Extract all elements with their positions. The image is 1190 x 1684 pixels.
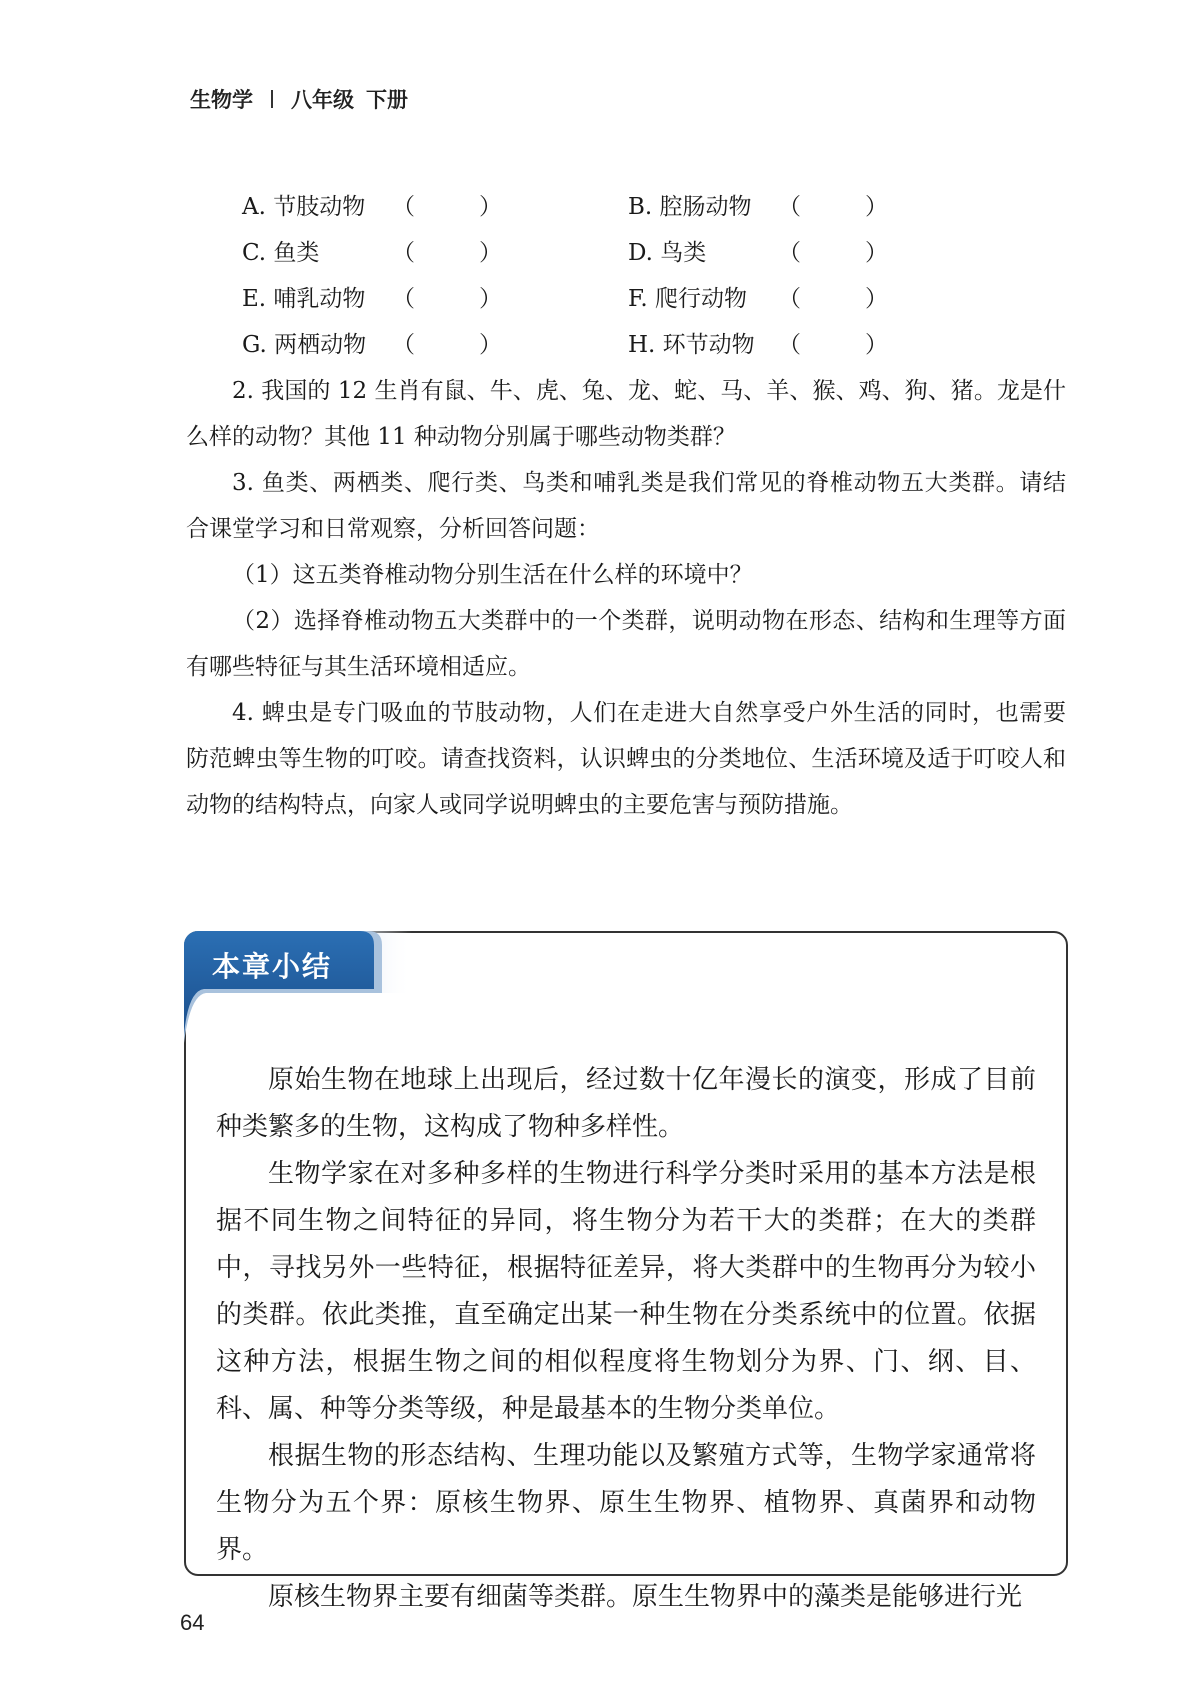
answer-blank xyxy=(778,230,888,276)
page-number: 64 xyxy=(180,1610,205,1635)
question-3: 3. 鱼类、两栖类、爬行类、鸟类和哺乳类是我们常见的脊椎动物五大类群。请结合课堂学习和日常观察，分析回答问题： xyxy=(186,470,1066,542)
option-label: B. 腔肠动物 xyxy=(628,194,752,220)
question-3-part-1: （1）这五类脊椎动物分别生活在什么样的环境中？ xyxy=(232,562,753,588)
blank-open: （ xyxy=(392,332,415,358)
blank-open: （ xyxy=(778,240,801,266)
option-e xyxy=(242,276,628,322)
answer-blank xyxy=(778,184,888,230)
option-g xyxy=(242,322,628,368)
blank-close: ） xyxy=(479,240,502,266)
option-row xyxy=(242,322,1066,368)
question-2: 2. 我国的 12 生肖有鼠、牛、虎、兔、龙、蛇、马、羊、猴、鸡、狗、猪。龙是什么样的动物？其他 11 种动物分别属于哪些动物类群？ xyxy=(186,378,1066,450)
option-b xyxy=(628,184,1014,230)
header-volume: 下册 xyxy=(366,88,408,112)
blank-close: ） xyxy=(479,286,502,312)
summary-paragraph: 原始生物在地球上出现后，经过数十亿年漫长的演变，形成了目前种类繁多的生物，这构成了物种多样性。 xyxy=(216,1065,1036,1142)
answer-blank xyxy=(778,322,888,368)
summary-title-tab xyxy=(184,931,412,1045)
option-d xyxy=(628,230,1014,276)
option-row xyxy=(242,276,1066,322)
option-label: A. 节肢动物 xyxy=(242,194,366,220)
header-subject: 生物学 xyxy=(190,88,253,112)
exercise-section xyxy=(186,184,1066,828)
option-label: H. 环节动物 xyxy=(628,332,755,358)
summary-paragraph: 生物学家在对多种多样的生物进行科学分类时采用的基本方法是根据不同生物之间特征的异同，将生物分为若干大的类群；在大的类群中，寻找另外一些特征，根据特征差异，将大类群中的生物再分为较小的类群。依此类推，直至确定出某一种生物在分类系统中的位置。依据这种方法，根据生物之间的相似程度将生物划分为界、门、纲、目、科、属、种等分类等级，种是最基本的生物分类单位。 xyxy=(216,1159,1036,1424)
blank-open: （ xyxy=(392,194,415,220)
blank-open: （ xyxy=(778,194,801,220)
header-grade: 八年级 xyxy=(291,88,354,112)
option-h xyxy=(628,322,1014,368)
blank-close: ） xyxy=(865,240,888,266)
option-c xyxy=(242,230,628,276)
option-label: F. 爬行动物 xyxy=(628,286,747,312)
option-label: D. 鸟类 xyxy=(628,240,707,266)
summary-title: 本章小结 xyxy=(212,950,333,983)
option-row xyxy=(242,230,1066,276)
answer-blank xyxy=(392,184,502,230)
option-label: G. 两栖动物 xyxy=(242,332,367,358)
summary-body xyxy=(216,1057,1036,1621)
chapter-summary-box xyxy=(184,931,1068,1612)
option-label: E. 哺乳动物 xyxy=(242,286,366,312)
blank-close: ） xyxy=(479,194,502,220)
answer-options xyxy=(242,184,1066,368)
blank-close: ） xyxy=(865,332,888,358)
summary-paragraph: 根据生物的形态结构、生理功能以及繁殖方式等，生物学家通常将生物分为五个界：原核生物界、原生生物界、植物界、真菌界和动物界。 xyxy=(216,1441,1036,1565)
running-header xyxy=(190,84,408,114)
blank-open: （ xyxy=(778,332,801,358)
summary-paragraph: 原核生物界主要有细菌等类群。原生生物界中的藻类是能够进行光 xyxy=(268,1582,1023,1612)
blank-open: （ xyxy=(392,286,415,312)
blank-close: ） xyxy=(865,194,888,220)
blank-open: （ xyxy=(778,286,801,312)
option-row xyxy=(242,184,1066,230)
answer-blank xyxy=(392,276,502,322)
answer-blank xyxy=(392,322,502,368)
answer-blank xyxy=(392,230,502,276)
option-f xyxy=(628,276,1014,322)
option-label: C. 鱼类 xyxy=(242,240,320,266)
header-divider xyxy=(271,90,273,108)
blank-close: ） xyxy=(865,286,888,312)
option-a xyxy=(242,184,628,230)
blank-open: （ xyxy=(392,240,415,266)
answer-blank xyxy=(778,276,888,322)
question-3-part-2: （2）选择脊椎动物五大类群中的一个类群，说明动物在形态、结构和生理等方面有哪些特征与其生活环境相适应。 xyxy=(186,608,1066,680)
blank-close: ） xyxy=(479,332,502,358)
question-4: 4. 蜱虫是专门吸血的节肢动物，人们在走进大自然享受户外生活的同时，也需要防范蜱虫等生物的叮咬。请查找资料，认识蜱虫的分类地位、生活环境及适于叮咬人和动物的结构特点，向家人或同学说明蜱虫的主要危害与预防措施。 xyxy=(186,700,1066,818)
